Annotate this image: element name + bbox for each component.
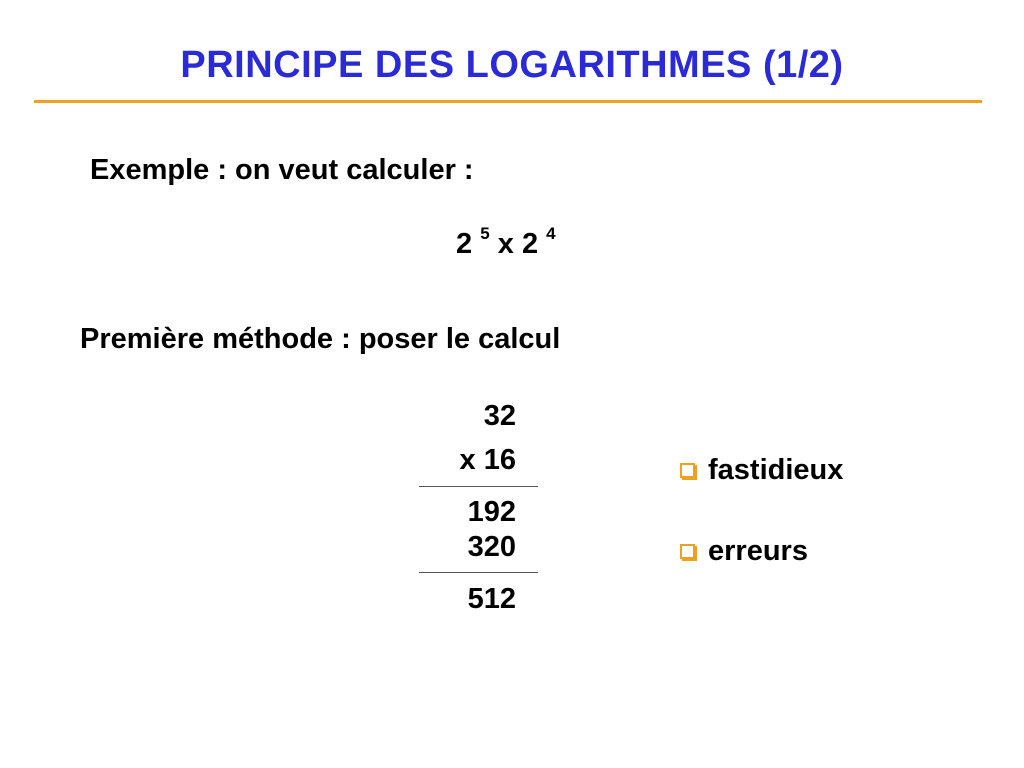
expression-base-2: 2: [521, 228, 539, 260]
power-expression: [456, 224, 556, 261]
multiplicand: 32: [483, 400, 516, 432]
bullet-item: [680, 454, 843, 487]
expression-exponent-1: 5: [480, 224, 490, 243]
expression-base-1: 2: [456, 228, 473, 260]
partial-product-1: 192: [467, 496, 516, 528]
expression-exponent-2: 4: [546, 224, 556, 243]
calc-divider-bottom: [419, 572, 538, 573]
expression-operator: x: [497, 228, 514, 260]
checkbox-square-icon: [680, 544, 695, 559]
method-label: Première méthode : poser le calcul: [80, 323, 561, 355]
calc-divider-top: [419, 486, 538, 487]
slide-title: PRINCIPE DES LOGARITHMES (1/2): [180, 44, 844, 86]
checkbox-square-icon: [680, 463, 695, 478]
title-divider: [34, 100, 982, 103]
partial-product-2: 320: [467, 531, 516, 563]
bullet-label: erreurs: [708, 535, 808, 567]
bullet-item: [680, 535, 808, 568]
multiplier: x 16: [459, 444, 516, 476]
bullet-label: fastidieux: [708, 454, 844, 486]
example-label: Exemple : on veut calculer :: [90, 154, 474, 186]
product-result: 512: [467, 583, 516, 615]
